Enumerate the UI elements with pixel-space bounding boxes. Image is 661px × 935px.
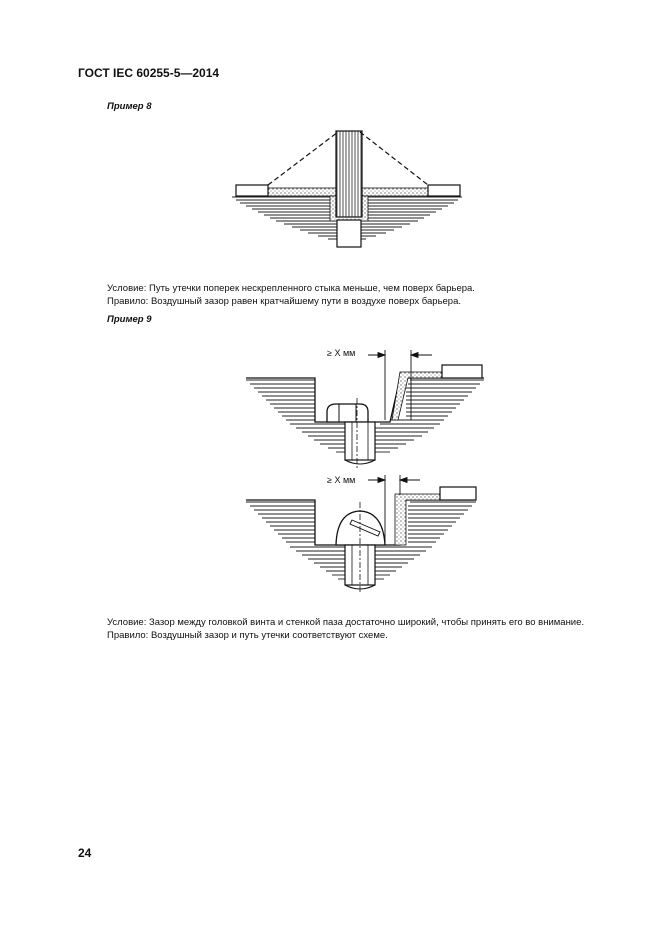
example-9-top-figure <box>246 350 484 470</box>
example-9-label: Пример 9 <box>107 314 152 325</box>
example-9-rule: Правило: Воздушный зазор и путь утечки соответствуют схеме. <box>107 630 388 641</box>
left-block <box>236 185 268 196</box>
lower-block <box>337 220 361 247</box>
example-9-condition: Условие: Зазор между головкой винта и стенкой паза достаточно широкий, чтобы принять его во внимание. <box>107 617 585 628</box>
screw-shank <box>345 422 375 460</box>
example-8-rule: Правило: Воздушный зазор равен кратчайшему пути в воздухе поверх барьера. <box>107 296 462 307</box>
right-wall-hatching <box>375 502 476 579</box>
example-8-figure <box>232 131 462 247</box>
hex-nut-head <box>327 404 368 422</box>
top-right-block <box>442 365 482 378</box>
left-wall-hatching <box>246 502 345 579</box>
dimension-label-top: ≥ X мм <box>327 348 356 358</box>
example-8-label: Пример 8 <box>107 101 152 112</box>
top-right-block <box>440 487 476 500</box>
right-block <box>428 185 460 196</box>
barrier-post <box>336 131 362 217</box>
dimension-label-bottom: ≥ X мм <box>327 475 356 485</box>
example-8-condition: Условие: Путь утечки поперек нескрепленного стыка меньше, чем поверх барьера. <box>107 283 475 294</box>
example-9-bottom-figure <box>246 475 476 592</box>
page-number: 24 <box>78 846 92 860</box>
document-header: ГОСТ IEC 60255-5—2014 <box>78 66 220 80</box>
